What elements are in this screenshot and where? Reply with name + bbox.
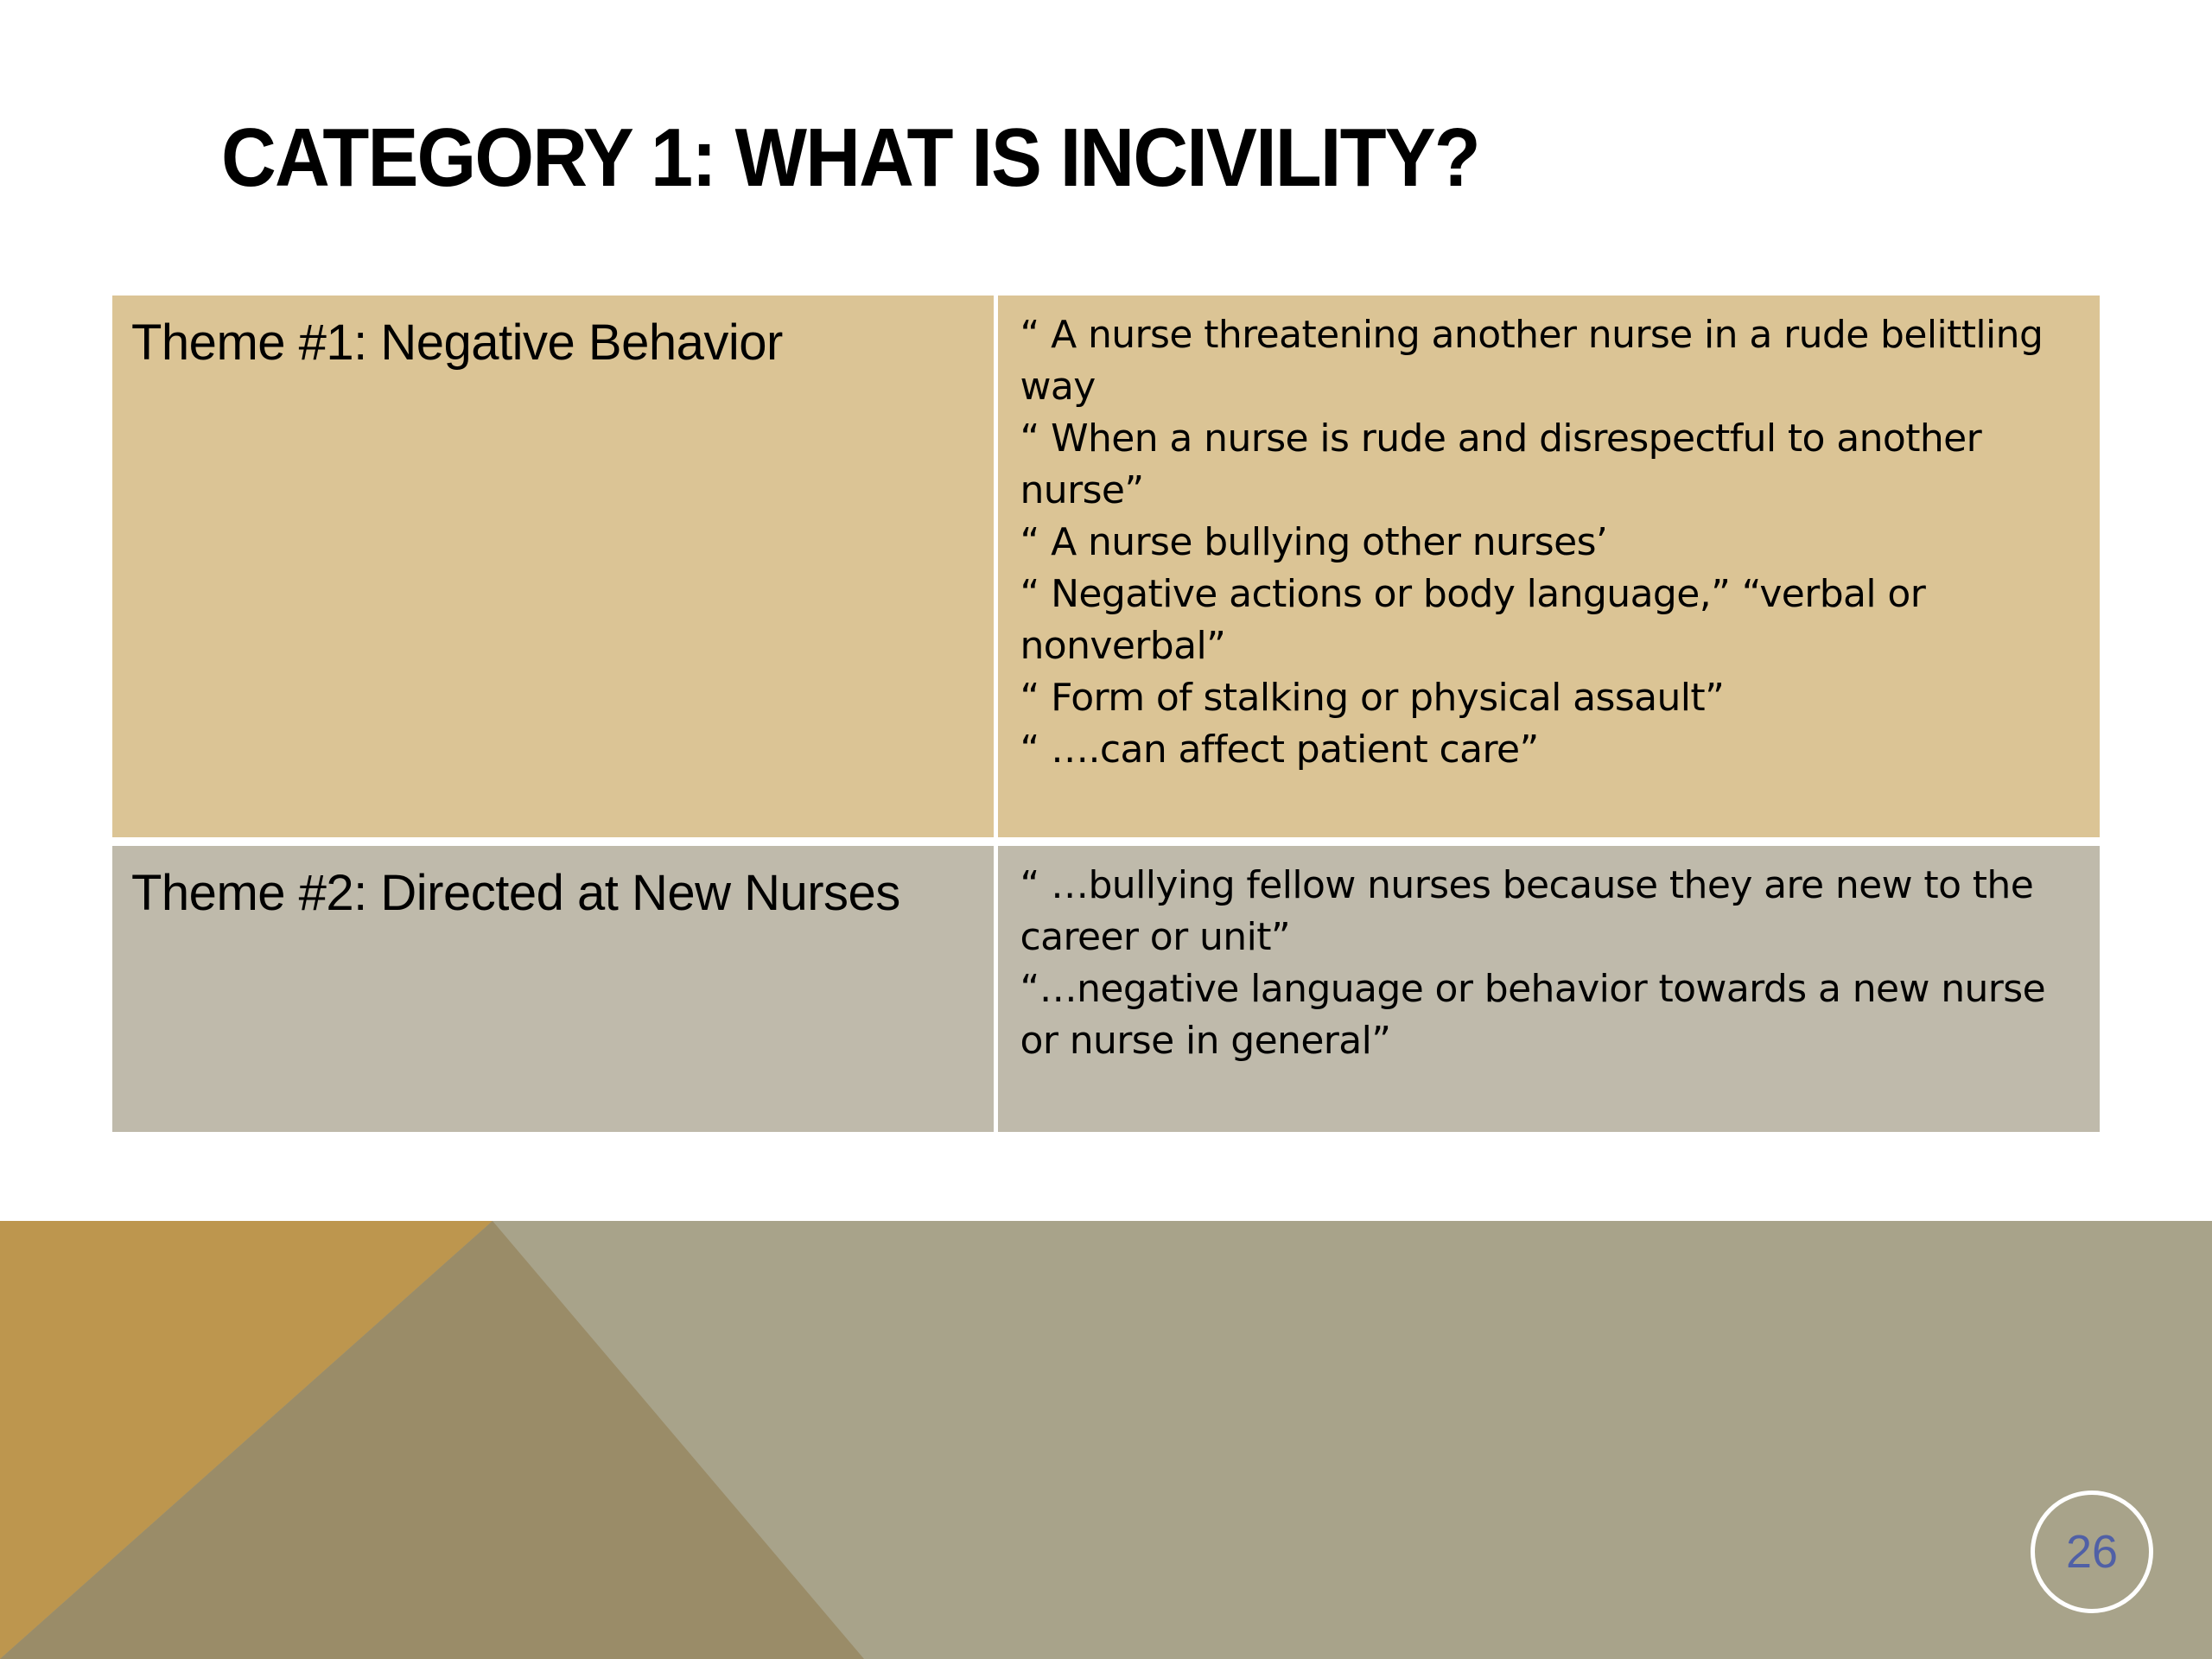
table-row [112, 296, 2100, 842]
quote: “ When a nurse is rude and disrespectful to another nurse” [1020, 416, 1982, 512]
quote: “ A nurse threatening another nurse in a rude belittling way [1020, 313, 2044, 409]
page-number: 26 [2031, 1491, 2153, 1613]
quote: “ Negative actions or body language,” “verbal or nonverbal” [1020, 572, 1926, 668]
themes-table [112, 296, 2100, 1132]
quote: “ ….can affect patient care” [1020, 728, 1539, 772]
table-row [112, 842, 2100, 1132]
quotes-cell [995, 842, 2100, 1132]
footer-decoration [0, 1221, 2212, 1659]
quote: “ A nurse bullying other nurses’ [1020, 520, 1608, 564]
theme-label: Theme #1: Negative Behavior [131, 315, 783, 371]
quotes-cell [995, 296, 2100, 842]
theme-cell [112, 842, 995, 1132]
theme-label: Theme #2: Directed at New Nurses [131, 865, 900, 921]
quote: “ Form of stalking or physical assault” [1020, 676, 1725, 720]
quote: “ …bullying fellow nurses because they are new to the career or unit” [1020, 863, 2034, 959]
theme-cell [112, 296, 995, 842]
quote: “…negative language or behavior towards a new nurse or nurse in general” [1020, 967, 2046, 1063]
slide-title: CATEGORY 1: WHAT IS INCIVILITY? [221, 111, 1479, 204]
